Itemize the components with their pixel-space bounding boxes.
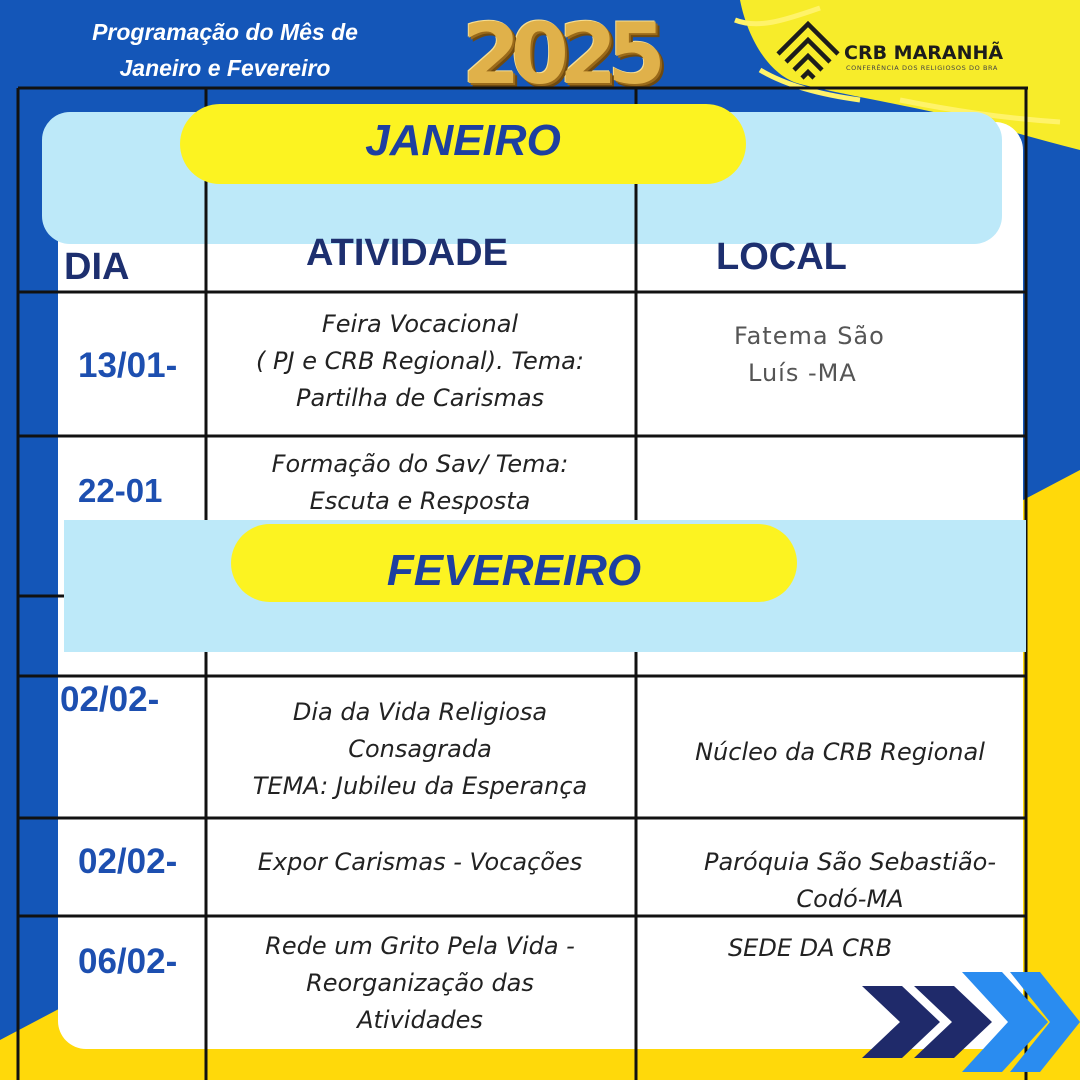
- column-header-day: DIA: [64, 246, 130, 288]
- page-title-line1: Programação do Mês de: [92, 19, 358, 45]
- place-line: SEDE DA CRB: [727, 934, 893, 962]
- activity-line: Consagrada: [348, 735, 492, 763]
- row-activity: [210, 694, 630, 805]
- column-header-place: LOCAL: [716, 236, 847, 278]
- row-day: 13/01-: [78, 346, 178, 385]
- logo-subtitle: CONFERÊNCIA DOS RELIGIOSOS DO BRA: [846, 64, 998, 72]
- activity-line: Reorganização das: [306, 969, 534, 997]
- place-line: Luís -MA: [748, 359, 857, 387]
- row-place: [640, 734, 1040, 771]
- row-activity: [210, 844, 630, 881]
- activity-line: Feira Vocacional: [321, 310, 519, 338]
- column-header-activity: ATIVIDADE: [306, 232, 508, 274]
- row-activity: [210, 306, 630, 417]
- place-line: Fatema São: [734, 322, 885, 350]
- page-title-line2: Janeiro e Fevereiro: [119, 55, 331, 81]
- activity-line: TEMA: Jubileu da Esperança: [252, 772, 588, 800]
- january-heading: JANEIRO: [365, 116, 561, 165]
- february-heading: FEVEREIRO: [386, 546, 642, 595]
- row-activity: [210, 928, 630, 1039]
- activity-line: Atividades: [357, 1006, 483, 1034]
- row-day: 02/02-: [78, 842, 178, 881]
- place-line: Codó-MA: [796, 885, 904, 913]
- chevron-arrows-icon: [862, 966, 1080, 1080]
- row-place: [644, 844, 1056, 918]
- logo-name: CRB MARANHÃ: [844, 42, 1004, 64]
- row-day: 22-01: [78, 472, 163, 509]
- row-place: [640, 930, 980, 967]
- activity-line: ( PJ e CRB Regional). Tema:: [256, 347, 584, 375]
- row-day: 06/02-: [78, 942, 178, 981]
- activity-line: Formação do Sav/ Tema:: [271, 450, 569, 478]
- place-line: Núcleo da CRB Regional: [695, 738, 985, 766]
- activity-line: Rede um Grito Pela Vida -: [265, 932, 575, 960]
- activity-line: Dia da Vida Religiosa: [292, 698, 548, 726]
- year-heading: 2025: [462, 5, 656, 103]
- place-line: Paróquia São Sebastião-: [703, 848, 996, 876]
- activity-line: Escuta e Resposta: [309, 487, 531, 515]
- row-day: 02/02-: [60, 680, 160, 719]
- activity-line: Partilha de Carismas: [295, 384, 545, 412]
- row-place: [734, 318, 885, 392]
- activity-line: Expor Carismas - Vocações: [257, 848, 583, 876]
- row-activity: [210, 446, 630, 520]
